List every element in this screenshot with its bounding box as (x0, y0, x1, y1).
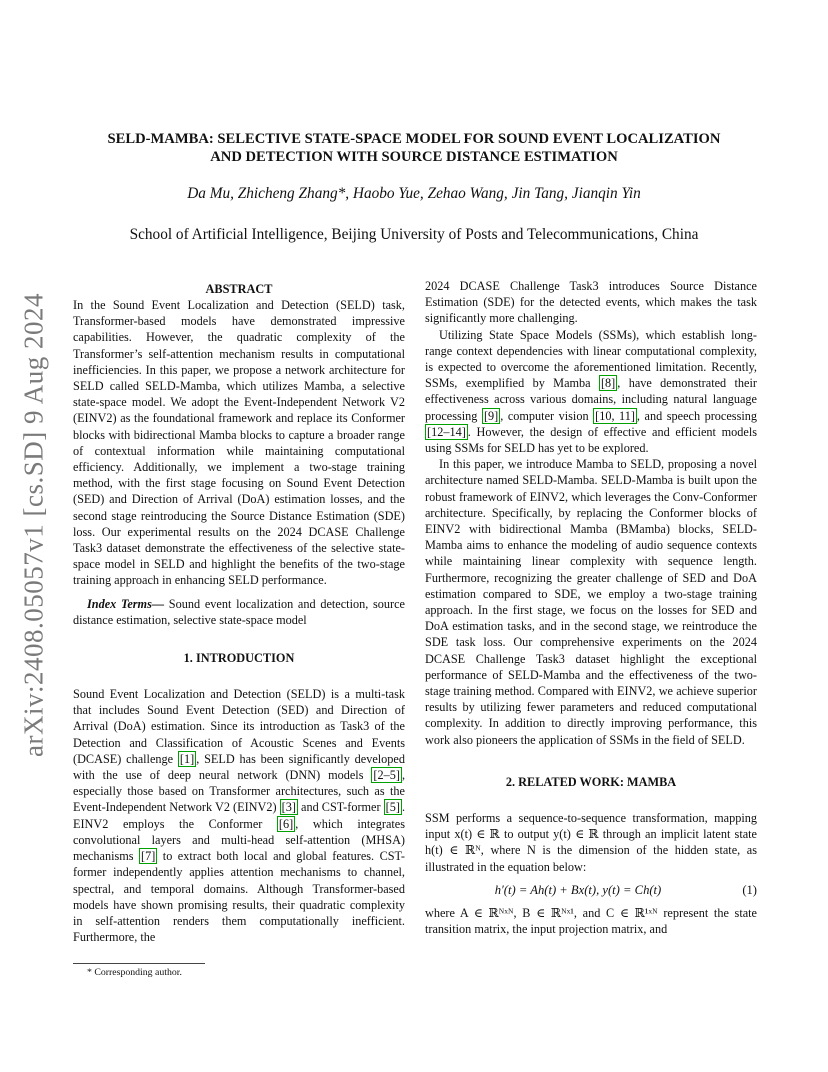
author-list: Da Mu, Zhicheng Zhang*, Haobo Yue, Zehao Wang, Jin Tang, Jianqin Yin (187, 185, 641, 202)
paper-title (60, 130, 768, 166)
footnote-rule (73, 963, 205, 964)
citation-link[interactable]: [8] (600, 376, 616, 391)
related-paragraph-2: where A ∈ ℝᴺˣᴺ, B ∈ ℝᴺˣ¹, and C ∈ ℝ¹ˣᴺ represent the state transition matrix, the input projection matrix, and (425, 905, 757, 936)
left-column (73, 281, 405, 945)
citation-link[interactable]: [3] (281, 800, 296, 815)
intro-paragraph-3: In this paper, we introduce Mamba to SELD, proposing a novel architecture named SELD-Mamba. SELD-Mamba is built upon the robust framework of EINV2, which leverages the Conv-Conformer architecture. Specifically, by replacing the Conformer blocks of EINV2 with bidirectional Mamba (BMamba) blocks, SELD-Mamba aims to enhance the modeling of audio sequence contexts while maintaining linear complexity with sequence length. Furthermore, recognizing the greater challenge of SED and DoA estimation compared to SDE, we employ a two-stage training approach. In the first stage, we focus on the losses for SED and DoA estimation tasks, and in the second stage, we reintroduce the SDE task loss. Our comprehensive experiments on the 2024 DCASE Challenge Task3 dataset highlight the exceptional performance of SELD-Mamba and the effectiveness of the two-stage training method. Compared with EINV2, we achieve superior results by utilizing fewer parameters and reduced computational complexity. In addition to directly improving performance, this work also pioneers the application of SSMs in the field of SELD. (425, 457, 757, 747)
citation-link[interactable]: [10, 11] (595, 408, 635, 423)
related-work-heading: 2. RELATED WORK: MAMBA (505, 774, 677, 789)
intro-paragraph-1-continued: 2024 DCASE Challenge Task3 introduces Source Distance Estimation (SDE) for the detected events, which makes the task significantly more challenging. (425, 279, 757, 326)
abstract-heading: ABSTRACT (205, 282, 273, 296)
index-terms-text: Sound event localization and detection, source distance estimation, selective state-space model (73, 596, 405, 627)
equation-body: h′(t) = Ah(t) + Bx(t), y(t) = Ch(t) (494, 882, 662, 897)
citation-link[interactable]: [5] (385, 800, 400, 815)
citation-link[interactable]: [1] (179, 751, 195, 766)
affiliation: School of Artificial Intelligence, Beijing University of Posts and Telecommunications, China (129, 226, 699, 243)
citation-link[interactable]: [12–14] (427, 424, 466, 439)
citation-link[interactable]: [7] (141, 849, 156, 864)
index-terms (73, 596, 405, 628)
arxiv-id: arXiv:2408.05057v1 [cs.SD] 9 Aug 2024 (18, 293, 49, 757)
intro-paragraph-2: Utilizing State Space Models (SSMs), which establish long-range context dependencies with linear computational complexity, is expected to overcome the aforementioned limitation. Recently, SSMs, exemplified by Mamba [8] , have demonstrated their effectiveness across various domains, including natural language processing [9] , computer vision [10, 11] , and speech processing [12–14] . However, the design of effective and efficient models using SSMs for SELD has yet to be explored. (425, 327, 757, 456)
related-paragraph-1: SSM performs a sequence-to-sequence transformation, mapping input x(t) ∈ ℝ to output y(t) ∈ ℝ through an implicit latent state h(t) ∈ ℝᴺ, where N is the dimension of the hidden state, as illustrated in the equation below: (425, 810, 757, 874)
citation-link[interactable]: [2–5] (373, 768, 400, 783)
citation-link[interactable]: [9] (483, 408, 499, 423)
index-terms-label: Index Terms— (87, 596, 165, 611)
citation-link[interactable]: [6] (278, 816, 294, 831)
intro-heading: 1. INTRODUCTION (183, 651, 295, 666)
arxiv-sidebar-stamp (14, 290, 54, 760)
title-line-1: SELD-MAMBA: SELECTIVE STATE-SPACE MODEL FOR SOUND EVENT LOCALIZATION (107, 131, 721, 147)
abstract-text: In the Sound Event Localization and Detection (SELD) task, Transformer-based models have demonstrated impressive capabilities. However, the quadratic complexity of the Transformer’s self-attention mechanism results in computational inefficiencies. In this paper, we propose a network architecture for SELD called SELD-Mamba, which utilizes Mamba, a selective state-space model. We adopt the Event-Independent Network V2 (EINV2) as the foundational framework and replace its Conformer blocks with bidirectional Mamba blocks to capture a broader range of contextual information while maintaining computational efficiency. Additionally, we implement a two-stage training method, with the first stage focusing on Sound Event Detection (SED) and Direction of Arrival (DoA) estimation losses, and the second stage reintroducing the Source Distance Estimation (SDE) loss. Our experimental results on the 2024 DCASE Challenge Task3 dataset demonstrate the effectiveness of the selective state-space model in SELD and highlight the benefits of the two-stage training approach in enhancing SELD performance. (73, 298, 405, 588)
equation-number: (1) (742, 882, 757, 897)
footnote (73, 963, 405, 978)
intro-paragraph-1: Sound Event Localization and Detection (SELD) is a multi-task that includes Sound Event Detection (SED) and Direction of Arrival (DoA) estimation. Since its introduction as Task3 of the Detection and Classification of Acoustic Scenes and Events (DCASE) challenge [1] , SELD has been significantly developed with the use of deep neural network (DNN) models [2–5] , especially those based on Transformer architectures, such as the Event-Independent Network V2 (EINV2) [3] and CST-former [5] . EINV2 employs the Conformer [6] , which integrates convolutional layers and multi-head self-attention (MHSA) mechanisms [7] to extract both local and global features. CST-former independently applies attention mechanisms to channel, spectral, and temporal domains. Although Transformer-based models have shown promising results, their quadratic complexity in self-attention renders them computationally inefficient. Furthermore, the (73, 687, 405, 945)
equation-1 (425, 875, 757, 905)
right-column (425, 278, 757, 937)
title-line-2: AND DETECTION WITH SOURCE DISTANCE ESTIMATION (210, 149, 618, 165)
footnote-text: * Corresponding author. (87, 967, 182, 978)
